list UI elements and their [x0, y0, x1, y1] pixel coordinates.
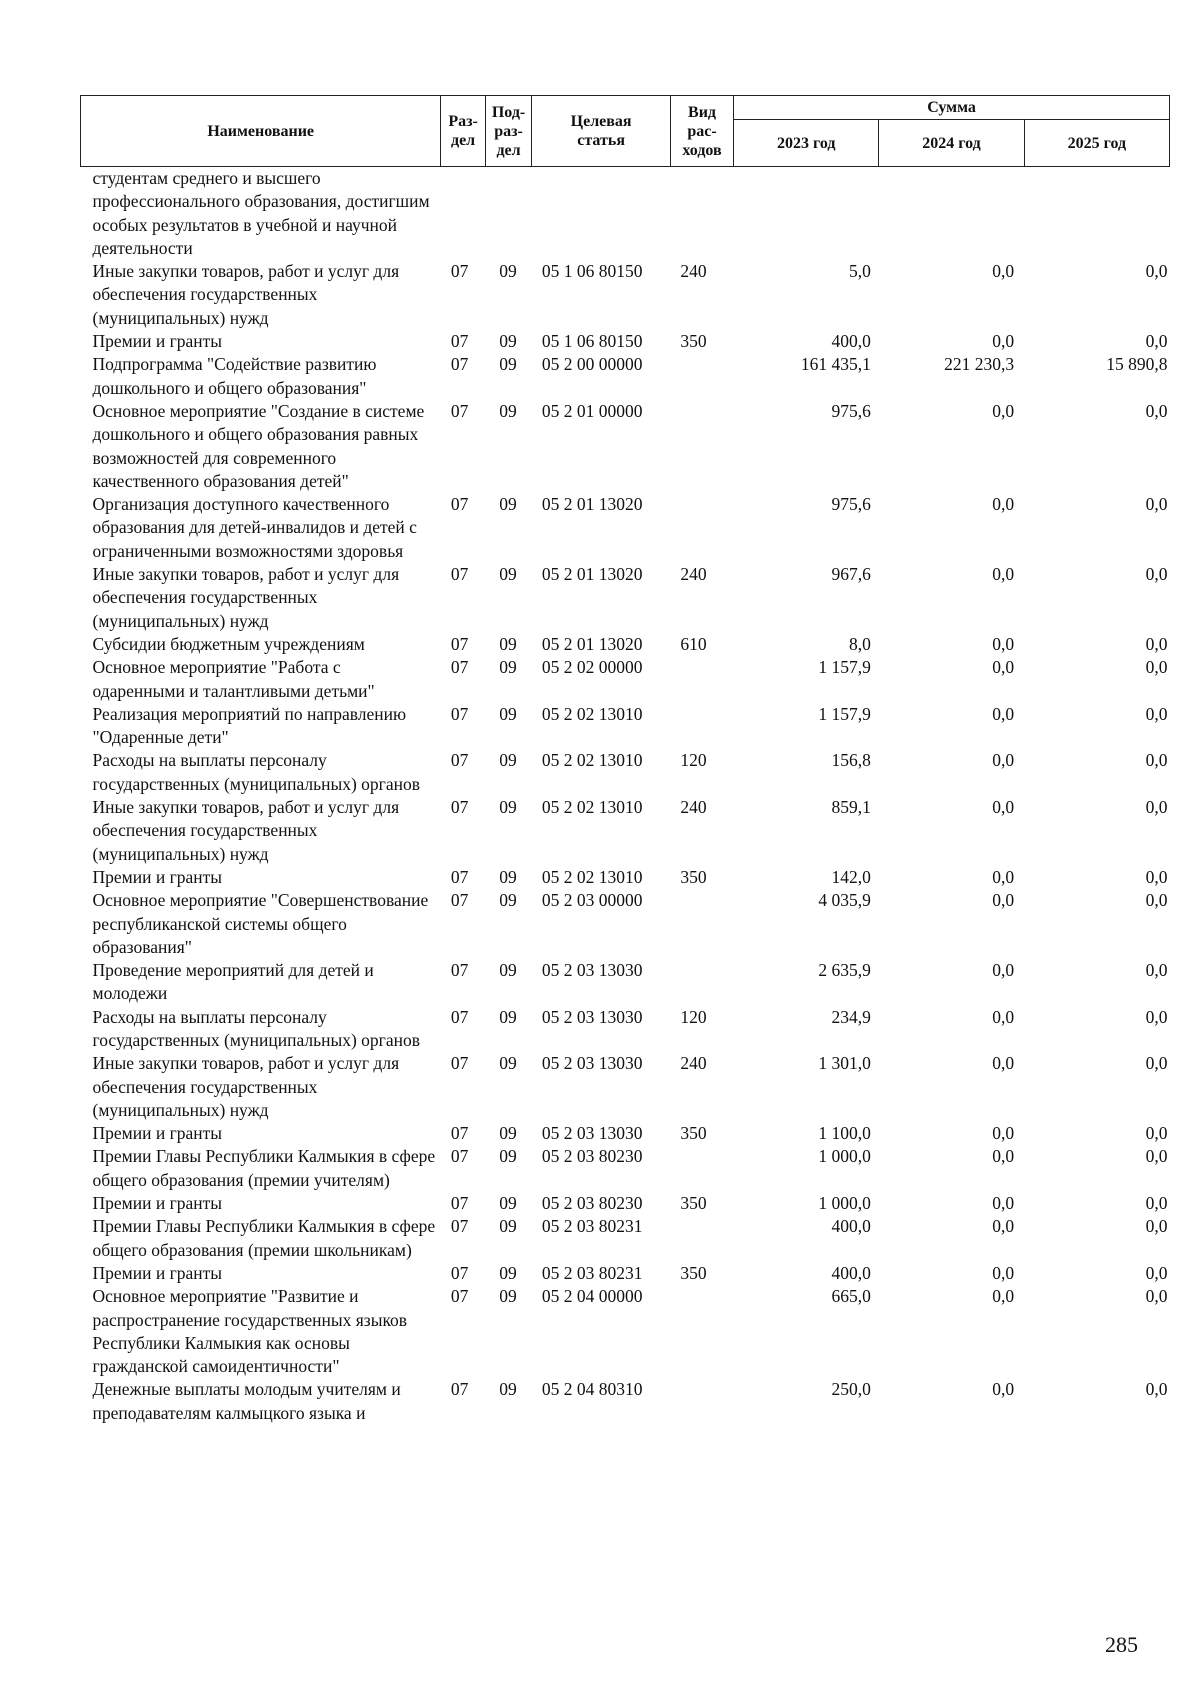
table-row — [81, 563, 1170, 633]
row-sum-2023: 967,6 — [831, 564, 871, 585]
row-vid-rashodov — [670, 889, 733, 959]
table-row — [81, 260, 1170, 330]
row-podrazdel: 09 — [499, 1053, 517, 1074]
row-name: Иные закупки товаров, работ и услуг для обеспечения государственных (муниципальных) нужд — [92, 261, 400, 328]
row-sum-2024: 0,0 — [992, 1053, 1015, 1074]
table-row — [81, 1285, 1170, 1378]
table-row — [81, 796, 1170, 866]
row-celevaya-statya: 05 2 03 13030 — [541, 1006, 643, 1027]
budget-table-page — [80, 95, 1170, 1425]
row-sum-2024: 0,0 — [992, 1216, 1015, 1237]
row-sum-2023: 1 000,0 — [818, 1146, 871, 1167]
row-vid-rashodov — [670, 167, 733, 261]
row-podrazdel: 09 — [499, 1123, 517, 1144]
row-celevaya-statya: 05 2 03 80231 — [541, 1216, 643, 1237]
row-sum-2025: 0,0 — [1145, 1286, 1168, 1307]
row-sum-2025: 0,0 — [1145, 890, 1168, 911]
row-sum-2025: 0,0 — [1145, 866, 1168, 887]
row-sum-2024: 0,0 — [992, 1262, 1015, 1283]
row-name: Расходы на выплаты персоналу государственных (муниципальных) органов — [92, 1006, 421, 1050]
row-name: Премии и гранты — [92, 1193, 223, 1214]
row-vid-rashodov: 120 — [680, 750, 707, 771]
row-name: Премии и гранты — [92, 331, 223, 352]
row-sum-2025: 0,0 — [1145, 960, 1168, 981]
row-podrazdel: 09 — [499, 750, 517, 771]
table-row — [81, 330, 1170, 353]
row-sum-2024: 221 230,3 — [944, 354, 1015, 375]
row-sum-2023: 400,0 — [831, 1216, 871, 1237]
row-razdel: 07 — [450, 1146, 469, 1167]
table-row — [81, 1192, 1170, 1215]
row-sum-2023: 1 000,0 — [818, 1193, 871, 1214]
table-row — [81, 493, 1170, 563]
row-sum-2025: 0,0 — [1145, 1216, 1168, 1237]
row-vid-rashodov: 240 — [680, 261, 707, 282]
row-vid-rashodov — [670, 1145, 733, 1192]
row-celevaya-statya: 05 2 02 13010 — [541, 866, 643, 887]
row-celevaya-statya: 05 2 01 00000 — [541, 400, 643, 421]
row-vid-rashodov: 350 — [680, 1193, 707, 1214]
table-row — [81, 167, 1170, 261]
row-podrazdel: 09 — [499, 1216, 517, 1237]
row-celevaya-statya: 05 2 03 80230 — [541, 1193, 643, 1214]
row-sum-2023: 8,0 — [849, 633, 871, 654]
row-vid-rashodov — [670, 493, 733, 563]
table-row — [81, 1122, 1170, 1145]
row-sum-2023: 4 035,9 — [818, 890, 871, 911]
row-sum-2023: 2 635,9 — [818, 960, 871, 981]
row-sum-2023 — [734, 167, 879, 261]
row-razdel: 07 — [450, 331, 469, 352]
table-row — [81, 866, 1170, 889]
row-name: Премии и гранты — [92, 866, 223, 887]
row-podrazdel: 09 — [499, 1193, 517, 1214]
row-podrazdel — [485, 167, 532, 261]
row-celevaya-statya: 05 2 01 13020 — [541, 494, 643, 515]
row-sum-2024: 0,0 — [992, 331, 1015, 352]
row-sum-2023: 234,9 — [831, 1006, 871, 1027]
row-sum-2024: 0,0 — [992, 1193, 1015, 1214]
row-name: Проведение мероприятий для детей и молодежи — [92, 960, 374, 1004]
row-vid-rashodov: 240 — [680, 564, 707, 585]
row-vid-rashodov — [670, 703, 733, 750]
row-sum-2025: 0,0 — [1145, 1006, 1168, 1027]
row-vid-rashodov — [670, 1215, 733, 1262]
row-vid-rashodov: 350 — [680, 866, 707, 887]
row-name: Иные закупки товаров, работ и услуг для обеспечения государственных (муниципальных) нужд — [92, 564, 400, 631]
row-celevaya-statya: 05 2 03 00000 — [541, 890, 643, 911]
table-row — [81, 703, 1170, 750]
row-sum-2024: 0,0 — [992, 261, 1015, 282]
row-sum-2023: 975,6 — [831, 400, 871, 421]
table-row — [81, 1262, 1170, 1285]
row-sum-2025 — [1024, 167, 1169, 261]
row-sum-2025: 0,0 — [1145, 1262, 1168, 1283]
row-vid-rashodov: 240 — [680, 1053, 707, 1074]
row-podrazdel: 09 — [499, 564, 517, 585]
row-name: Организация доступного качественного образования для детей-инвалидов и детей с ограниченными возможностями здоровья — [92, 494, 417, 561]
row-vid-rashodov — [670, 353, 733, 400]
row-name: Премии и гранты — [92, 1262, 223, 1283]
col-vid-header: Вид рас- ходов — [670, 96, 733, 167]
row-sum-2023: 5,0 — [849, 261, 871, 282]
row-razdel: 07 — [450, 261, 469, 282]
table-row — [81, 656, 1170, 703]
row-podrazdel: 09 — [499, 657, 517, 678]
row-sum-2024: 0,0 — [992, 750, 1015, 771]
col-summa-header: Сумма — [734, 96, 1170, 120]
row-podrazdel: 09 — [499, 1379, 517, 1400]
row-celevaya-statya: 05 2 03 80231 — [541, 1262, 643, 1283]
row-sum-2024: 0,0 — [992, 866, 1015, 887]
table-row — [81, 1215, 1170, 1262]
row-vid-rashodov: 240 — [680, 797, 707, 818]
row-vid-rashodov — [670, 400, 733, 493]
row-celevaya-statya: 05 2 03 13030 — [541, 1053, 643, 1074]
row-name: студентам среднего и высшего профессионального образования, достигшим особых результатов в учебной и научной деятельности — [92, 168, 430, 258]
row-razdel: 07 — [450, 960, 469, 981]
table-row — [81, 633, 1170, 656]
row-razdel: 07 — [450, 400, 469, 421]
row-sum-2024: 0,0 — [992, 657, 1015, 678]
row-sum-2023: 1 157,9 — [818, 703, 871, 724]
table-row — [81, 353, 1170, 400]
row-podrazdel: 09 — [499, 1006, 517, 1027]
row-sum-2025: 0,0 — [1145, 750, 1168, 771]
row-vid-rashodov — [670, 959, 733, 1006]
row-name: Основное мероприятие "Совершенствование республиканской системы общего образования" — [92, 890, 429, 957]
row-celevaya-statya: 05 2 04 00000 — [541, 1286, 643, 1307]
row-razdel: 07 — [450, 890, 469, 911]
row-razdel: 07 — [450, 1286, 469, 1307]
row-name: Иные закупки товаров, работ и услуг для обеспечения государственных (муниципальных) нужд — [92, 797, 400, 864]
row-podrazdel: 09 — [499, 261, 517, 282]
row-sum-2025: 0,0 — [1145, 633, 1168, 654]
row-razdel: 07 — [450, 1262, 469, 1283]
col-podrazdel-header: Под- раз- дел — [485, 96, 532, 167]
table-row — [81, 959, 1170, 1006]
row-sum-2024: 0,0 — [992, 1006, 1015, 1027]
row-sum-2023: 975,6 — [831, 494, 871, 515]
row-celevaya-statya: 05 2 02 13010 — [541, 797, 643, 818]
row-sum-2023: 859,1 — [831, 797, 871, 818]
row-sum-2025: 0,0 — [1145, 564, 1168, 585]
row-sum-2024: 0,0 — [992, 633, 1015, 654]
row-razdel: 07 — [450, 494, 469, 515]
row-name: Основное мероприятие "Развитие и распространение государственных языков Республики Калмыкия как основы гражданской самоидентичности" — [92, 1286, 408, 1377]
row-podrazdel: 09 — [499, 400, 517, 421]
row-razdel: 07 — [450, 657, 469, 678]
table-row — [81, 1006, 1170, 1053]
row-sum-2024: 0,0 — [992, 1286, 1015, 1307]
row-celevaya-statya — [532, 167, 671, 261]
row-razdel: 07 — [450, 797, 469, 818]
row-name: Премии Главы Республики Калмыкия в сфере общего образования (премии учителям) — [92, 1146, 436, 1190]
row-sum-2023: 1 301,0 — [818, 1053, 871, 1074]
row-celevaya-statya: 05 2 02 13010 — [541, 703, 643, 724]
page-number: 285 — [1105, 1632, 1138, 1657]
col-razdel-header: Раз- дел — [441, 96, 485, 167]
row-sum-2025: 0,0 — [1145, 703, 1168, 724]
row-vid-rashodov: 350 — [680, 1123, 707, 1144]
row-sum-2025: 0,0 — [1145, 1053, 1168, 1074]
row-razdel: 07 — [450, 1379, 469, 1400]
row-sum-2025: 0,0 — [1145, 1379, 1168, 1400]
row-podrazdel: 09 — [499, 1146, 517, 1167]
row-razdel — [441, 167, 485, 261]
row-podrazdel: 09 — [499, 797, 517, 818]
row-name: Субсидии бюджетным учреждениям — [92, 633, 365, 654]
table-row — [81, 1378, 1170, 1425]
row-razdel: 07 — [450, 633, 469, 654]
row-sum-2024: 0,0 — [992, 1123, 1015, 1144]
row-sum-2024: 0,0 — [992, 1146, 1015, 1167]
row-sum-2023: 1 100,0 — [818, 1123, 871, 1144]
row-sum-2025: 0,0 — [1145, 494, 1168, 515]
row-celevaya-statya: 05 2 03 13030 — [541, 960, 643, 981]
row-sum-2024 — [879, 167, 1024, 261]
row-name: Премии Главы Республики Калмыкия в сфере общего образования (премии школьникам) — [92, 1216, 436, 1260]
row-celevaya-statya: 05 2 02 13010 — [541, 750, 643, 771]
row-sum-2024: 0,0 — [992, 890, 1015, 911]
row-celevaya-statya: 05 1 06 80150 — [541, 331, 643, 352]
col-2023-header: 2023 год — [734, 120, 879, 167]
table-header — [81, 96, 1170, 167]
row-sum-2024: 0,0 — [992, 703, 1015, 724]
row-sum-2025: 0,0 — [1145, 331, 1168, 352]
table-row — [81, 400, 1170, 493]
row-razdel: 07 — [450, 1053, 469, 1074]
row-celevaya-statya: 05 2 02 00000 — [541, 657, 643, 678]
row-sum-2025: 0,0 — [1145, 797, 1168, 818]
row-razdel: 07 — [450, 1006, 469, 1027]
row-sum-2023: 250,0 — [831, 1379, 871, 1400]
row-sum-2023: 1 157,9 — [818, 657, 871, 678]
col-celevaya-header: Целевая статья — [532, 96, 671, 167]
row-razdel: 07 — [450, 1123, 469, 1144]
row-celevaya-statya: 05 2 03 13030 — [541, 1123, 643, 1144]
row-podrazdel: 09 — [499, 1286, 517, 1307]
row-sum-2024: 0,0 — [992, 494, 1015, 515]
row-vid-rashodov — [670, 656, 733, 703]
row-name: Денежные выплаты молодым учителям и преподавателям калмыцкого языка и — [92, 1379, 401, 1423]
row-vid-rashodov: 350 — [680, 331, 707, 352]
row-sum-2023: 400,0 — [831, 331, 871, 352]
row-sum-2025: 0,0 — [1145, 1193, 1168, 1214]
row-name: Основное мероприятие "Работа с одаренными и талантливыми детьми" — [92, 657, 375, 701]
row-podrazdel: 09 — [499, 703, 517, 724]
row-name: Реализация мероприятий по направлению "Одаренные дети" — [92, 703, 407, 748]
row-razdel: 07 — [450, 1193, 469, 1214]
row-sum-2024: 0,0 — [992, 400, 1015, 421]
row-podrazdel: 09 — [499, 866, 517, 887]
row-podrazdel: 09 — [499, 960, 517, 981]
table-row — [81, 749, 1170, 796]
row-vid-rashodov: 120 — [680, 1006, 707, 1027]
row-name: Расходы на выплаты персоналу государственных (муниципальных) органов — [92, 750, 421, 794]
row-sum-2024: 0,0 — [992, 960, 1015, 981]
row-celevaya-statya: 05 2 01 13020 — [541, 564, 643, 585]
table-row — [81, 1052, 1170, 1122]
row-podrazdel: 09 — [499, 890, 517, 911]
row-podrazdel: 09 — [499, 633, 517, 654]
row-vid-rashodov: 350 — [680, 1262, 707, 1283]
row-name: Иные закупки товаров, работ и услуг для обеспечения государственных (муниципальных) нужд — [92, 1053, 400, 1120]
row-sum-2023: 400,0 — [831, 1262, 871, 1283]
row-vid-rashodov — [670, 1378, 733, 1425]
row-razdel: 07 — [450, 564, 469, 585]
table-row — [81, 889, 1170, 959]
row-sum-2025: 0,0 — [1145, 657, 1168, 678]
row-celevaya-statya: 05 2 01 13020 — [541, 633, 643, 654]
row-celevaya-statya: 05 2 00 00000 — [541, 354, 643, 375]
row-razdel: 07 — [450, 703, 469, 724]
row-celevaya-statya: 05 2 03 80230 — [541, 1146, 643, 1167]
row-razdel: 07 — [450, 1216, 469, 1237]
row-vid-rashodov: 610 — [680, 633, 707, 654]
row-sum-2023: 161 435,1 — [800, 354, 871, 375]
row-sum-2023: 142,0 — [831, 866, 871, 887]
row-vid-rashodov — [670, 1285, 733, 1378]
row-razdel: 07 — [450, 866, 469, 887]
row-sum-2025: 0,0 — [1145, 1146, 1168, 1167]
row-razdel: 07 — [450, 750, 469, 771]
row-podrazdel: 09 — [499, 354, 517, 375]
row-sum-2024: 0,0 — [992, 564, 1015, 585]
row-sum-2025: 15 890,8 — [1106, 354, 1168, 375]
row-sum-2024: 0,0 — [992, 1379, 1015, 1400]
col-name-header: Наименование — [81, 96, 441, 167]
budget-table — [80, 95, 1170, 1425]
row-name: Премии и гранты — [92, 1123, 223, 1144]
row-podrazdel: 09 — [499, 1262, 517, 1283]
row-sum-2025: 0,0 — [1145, 400, 1168, 421]
row-celevaya-statya: 05 2 04 80310 — [541, 1379, 643, 1400]
row-sum-2023: 156,8 — [831, 750, 871, 771]
col-2025-header: 2025 год — [1024, 120, 1169, 167]
row-celevaya-statya: 05 1 06 80150 — [541, 261, 643, 282]
row-name: Подпрограмма "Содействие развитию дошкольного и общего образования" — [92, 354, 377, 398]
row-podrazdel: 09 — [499, 331, 517, 352]
row-sum-2025: 0,0 — [1145, 1123, 1168, 1144]
row-sum-2025: 0,0 — [1145, 261, 1168, 282]
row-razdel: 07 — [450, 354, 469, 375]
row-sum-2024: 0,0 — [992, 797, 1015, 818]
table-body — [81, 167, 1170, 1426]
row-sum-2023: 665,0 — [831, 1286, 871, 1307]
col-2024-header: 2024 год — [879, 120, 1024, 167]
row-podrazdel: 09 — [499, 494, 517, 515]
row-name: Основное мероприятие "Создание в системе дошкольного и общего образования равных возможностей для современного качественного образования детей" — [92, 400, 425, 491]
table-row — [81, 1145, 1170, 1192]
